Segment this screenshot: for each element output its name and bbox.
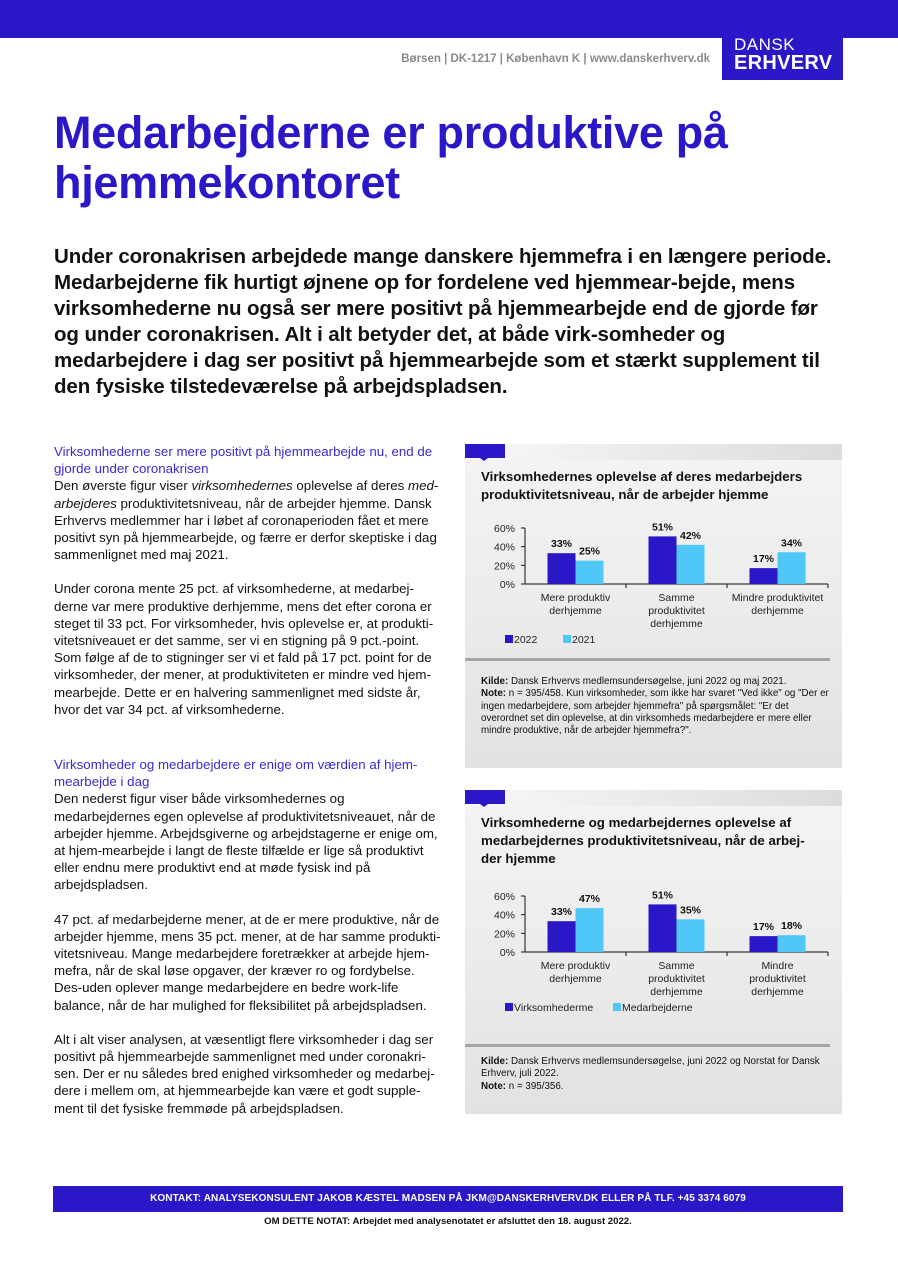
data-label: 42% xyxy=(679,529,702,542)
category-label: derhjemme xyxy=(650,618,703,630)
text: Den øverste figur viser xyxy=(54,478,192,494)
category-label: Mindre xyxy=(761,960,794,972)
note-text: n = 395/356. xyxy=(506,1080,564,1092)
legend-swatch xyxy=(613,1003,621,1011)
data-label: 17% xyxy=(752,553,775,566)
y-tick-label: 60% xyxy=(493,523,515,535)
data-label: 35% xyxy=(679,904,702,917)
category-label: derhjemme xyxy=(650,986,703,998)
chart-1-footnote xyxy=(481,676,831,737)
legend-swatch xyxy=(505,635,513,643)
emphasis: virksomhedernes xyxy=(191,478,293,494)
source-label: Kilde: xyxy=(481,676,509,687)
data-label: 18% xyxy=(780,920,803,933)
chart-2-tab-marker xyxy=(465,790,505,804)
section-1 xyxy=(54,443,444,718)
bar-virksomhederme xyxy=(548,921,576,952)
category-label: Samme xyxy=(658,592,695,604)
y-tick-label: 0% xyxy=(499,579,515,591)
category-label: produktivitet xyxy=(648,973,705,985)
bar-2021 xyxy=(778,552,806,584)
page-title: Medarbejderne er produktive på hjemmekontoret xyxy=(54,107,728,208)
y-tick-label: 0% xyxy=(499,947,515,959)
chart-1-tab-marker xyxy=(465,444,505,458)
bar-2022 xyxy=(548,553,576,584)
section-1-heading: Virksomhederne ser mere positivt på hjemmearbejde nu, end de gjorde under coronakrisen xyxy=(54,444,433,477)
data-label: 33% xyxy=(550,538,573,551)
legend-swatch xyxy=(505,1003,513,1011)
legend-label: Virksomhederme xyxy=(514,1002,594,1014)
chart-1-panel xyxy=(465,444,842,768)
section-2-paragraph-3: Alt i alt viser analysen, at væsentligt flere virksomheder i dag ser positivt på hjemmearbejde sammenlignet med under coronakri-sen. Der er nu således bred enighed virksomheder og medarbej-dere i mellem om, at hjemmearbejde kan være et godt supple-ment til det fysiske fremmøde på arbejdspladsen. xyxy=(54,1031,435,1116)
category-label: Mere produktiv xyxy=(540,960,611,972)
data-label: 34% xyxy=(780,537,803,550)
chart-1-header-strip xyxy=(465,444,842,460)
bar-2021 xyxy=(576,561,604,584)
source-text: Dansk Erhvervs medlemsundersøgelse, juni 2022 og maj 2021. xyxy=(508,676,787,687)
y-tick-label: 20% xyxy=(493,560,515,573)
chart-2-header-strip xyxy=(465,790,842,806)
bar-2021 xyxy=(677,545,705,584)
section-1-paragraph-1 xyxy=(54,477,444,563)
chart-2-divider xyxy=(465,1044,830,1047)
chart-1-divider xyxy=(465,658,830,661)
contact-bar[interactable]: KONTAKT: ANALYSEKONSULENT JAKOB KÆSTEL MADSEN PÅ JKM@DANSKERHVERV.DK ELLER PÅ TLF. +45 3374 6079 xyxy=(53,1186,843,1212)
category-label: derhjemme xyxy=(751,986,804,998)
chart-2-title: Virksomhederne og medarbejdernes oplevelse af medarbejdernes produktivitetsniveau, når de arbej-der hjemme xyxy=(481,815,805,866)
category-label: produktivitet xyxy=(648,605,705,617)
source-label: Kilde: xyxy=(481,1056,509,1067)
dansk-erhverv-logo[interactable] xyxy=(722,0,843,80)
data-label: 17% xyxy=(752,921,775,934)
data-label: 51% xyxy=(651,521,674,534)
category-label: Mere produktiv xyxy=(540,592,611,604)
chart-2-panel xyxy=(465,790,842,1114)
data-label: 33% xyxy=(550,906,573,919)
chart-2-footnote xyxy=(481,1056,831,1093)
section-2-paragraph-2: 47 pct. af medarbejderne mener, at de er mere produktive, når de arbejder hjemme, mens 35 pct. mener, at de har samme produkti-vitetsniveau. Mange medarbejdere foretrækker at arbejde hjem-mefra, når de skal løse opgaver, der kræver ro og fordybelse. Des-uden oplever mange medarbejdere en bedre work-life balance, når de har mulighed for fleksibilitet på arbejdspladsen. xyxy=(54,911,441,1013)
logo-line-1: DANSK xyxy=(734,35,796,54)
bar-medarbejderne xyxy=(778,935,806,952)
category-label: produktivitet xyxy=(749,973,806,985)
bar-virksomhederme xyxy=(649,904,677,952)
category-label: Samme xyxy=(658,960,695,972)
chart-1-title: Virksomhedernes oplevelse af deres medarbejders produktivitetsniveau, når de arbejder hjemme xyxy=(481,469,803,502)
bar-virksomhederme xyxy=(750,936,778,952)
section-2 xyxy=(54,756,444,1117)
bar-medarbejderne xyxy=(677,919,705,952)
data-label: 25% xyxy=(578,545,601,558)
y-tick-label: 60% xyxy=(493,891,515,903)
legend-swatch xyxy=(563,635,571,643)
y-tick-label: 40% xyxy=(493,909,515,922)
category-label: derhjemme xyxy=(751,605,804,617)
note-label: Note: xyxy=(481,688,507,700)
source-text: Dansk Erhvervs medlemsundersøgelse, juni 2022 og Norstat for Dansk Erhverv, juli 2022. xyxy=(481,1056,820,1080)
logo-line-2: ERHVERV xyxy=(734,52,833,74)
section-2-paragraph-1: Den nederst figur viser både virksomhedernes og medarbejdernes egen oplevelse af produktivitetsniveauet, når de arbejder hjemme. Arbejdsgiverne og arbejdstagerne er enige om, at hjem-mearbejde i langt de fleste tilfælde er lige så produktivt eller endnu mere produktivt end at møde fysisk ind på arbejdspladsen. xyxy=(54,791,438,893)
text: oplevelse af deres xyxy=(292,478,409,494)
emphasis: med-arbejderes xyxy=(54,478,439,511)
chart-1-plot xyxy=(465,514,842,654)
bar-2022 xyxy=(750,568,778,584)
note-text: n = 395/458. Kun virksomheder, som ikke har svaret "Ved ikke" og "Der er ingen medarbejdere, som arbejder hjemmefra" på spørgsmålet: "Er det overordnet set din oplevelse, at din virksomheds medarbejdere er mere eller mindre produktive, når de arbejder hjemmefra?". xyxy=(481,688,829,737)
bar-2022 xyxy=(649,536,677,584)
about-note: OM DETTE NOTAT: Arbejdet med analysenotatet er afsluttet den 18. august 2022. xyxy=(264,1216,632,1227)
data-label: 51% xyxy=(651,889,674,902)
y-tick-label: 40% xyxy=(493,541,515,554)
bar-medarbejderne xyxy=(576,908,604,952)
text: produktivitetsniveau, når de arbejder hjemme. Dansk Erhvervs medlemmer har i løbet af coronaperioden fået et mere positivt syn på hjemmearbejde, og færre er derfor skeptiske i dag sammenlignet med maj 2021. xyxy=(54,495,437,563)
section-2-heading: Virksomheder og medarbejdere er enige om værdien af hjem-mearbejde i dag xyxy=(54,757,418,790)
note-label: Note: xyxy=(481,1080,507,1092)
section-1-paragraph-2: Under corona mente 25 pct. af virksomhederne, at medarbej-derne var mere produktive derhjemme, mens det efter corona er steget til 33 pct. For virksomheder, hvis oplevelse er, at produkti-vitetsniveauet er det samme, ser vi en stigning på 9 pct.-point. Som følge af de to stigninger ser vi et fald på 17 pct. point for de virksomheder, der mener, at produktiviteten er mindre ved hjem-mearbejde. Dette er en halvering sammenlignet med sidste år, hvor det var 34 pct. af virksomhederne. xyxy=(54,581,434,717)
y-tick-label: 20% xyxy=(493,928,515,941)
category-label: derhjemme xyxy=(549,605,602,617)
address-line: Børsen | DK-1217 | København K | www.danskerhverv.dk xyxy=(401,53,710,65)
legend-label: 2022 xyxy=(514,634,538,646)
chart-2-plot xyxy=(465,882,842,1032)
data-label: 47% xyxy=(578,893,601,906)
category-label: Mindre produktivitet xyxy=(731,592,824,604)
category-label: derhjemme xyxy=(549,973,602,985)
legend-label: Medarbejderne xyxy=(622,1002,693,1014)
lead-paragraph: Under coronakrisen arbejdede mange danskere hjemmefra i en længere periode. Medarbejderne fik hurtigt øjnene op for fordelene ved hjemmear-bejde, mens virksomhederne nu også ser mere positivt på hjemmearbejde end de gjorde før og under coronakrisen. Alt i alt betyder det, at både virk-somheder og medarbejdere i dag ser positivt på hjemmearbejde som et stærkt supplement til den fysiske tilstedeværelse på arbejdspladsen. xyxy=(54,245,832,398)
legend-label: 2021 xyxy=(572,634,596,646)
